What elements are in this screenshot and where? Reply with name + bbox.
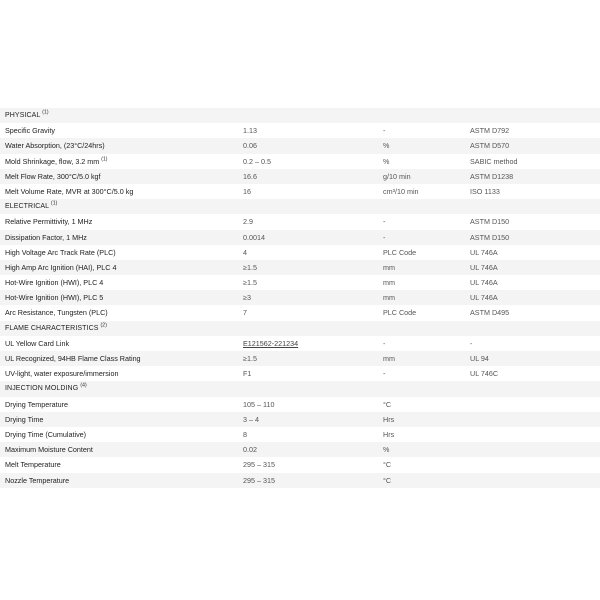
property-name-text: Mold Shrinkage, flow, 3.2 mm	[5, 156, 100, 166]
property-name	[5, 442, 237, 457]
test-standard: -	[470, 338, 473, 348]
property-name-text: Water Absorption, (23°C/24hrs)	[5, 141, 105, 151]
table-row	[0, 275, 600, 290]
property-unit: PLC Code	[383, 247, 417, 257]
section-title-text: ELECTRICAL	[5, 203, 49, 211]
section-header	[0, 381, 600, 396]
property-name	[5, 457, 237, 472]
property-unit: -	[383, 217, 386, 227]
footnote-marker: (4)	[80, 383, 87, 390]
table-row	[0, 138, 600, 153]
property-unit: °C	[383, 460, 392, 470]
footnote-marker: (1)	[42, 109, 49, 116]
property-name	[5, 138, 237, 153]
property-unit: °C	[383, 475, 392, 485]
property-name	[5, 214, 237, 229]
test-standard: UL 746A	[470, 247, 498, 257]
property-name	[5, 275, 237, 290]
property-name	[5, 427, 237, 442]
table-row	[0, 351, 600, 366]
section-title	[5, 321, 237, 336]
property-name	[5, 366, 237, 381]
property-name	[5, 412, 237, 427]
property-value: 0.02	[243, 445, 257, 455]
table-row	[0, 214, 600, 229]
property-unit: %	[383, 141, 390, 151]
property-value: 1.13	[243, 126, 257, 136]
property-name-text: Drying Time	[5, 414, 44, 424]
property-name-text: Arc Resistance, Tungsten (PLC)	[5, 308, 108, 318]
property-unit: mm	[383, 354, 395, 363]
test-standard: ASTM D150	[470, 217, 510, 227]
property-name-text: Melt Flow Rate, 300°C/5.0 kgf	[5, 171, 101, 181]
property-name	[5, 123, 237, 138]
table-row	[0, 366, 600, 381]
property-name-text: Maximum Moisture Content	[5, 445, 93, 455]
property-unit: -	[383, 369, 386, 379]
property-name-text: UV-light, water exposure/immersion	[5, 369, 119, 379]
property-name	[5, 230, 237, 245]
section-header	[0, 321, 600, 336]
property-name	[5, 305, 237, 320]
table-row	[0, 290, 600, 305]
table-row	[0, 473, 600, 488]
table-row	[0, 245, 600, 260]
test-standard: ASTM D495	[470, 308, 510, 318]
table-row	[0, 305, 600, 320]
property-name-text: Nozzle Temperature	[5, 475, 70, 485]
table-row	[0, 336, 600, 351]
ul-yellow-card-link[interactable]: E121562-221234	[243, 338, 299, 348]
property-value: 105 – 110	[243, 399, 275, 409]
section-title	[5, 199, 237, 214]
test-standard: UL 746A	[470, 293, 498, 303]
table-row	[0, 154, 600, 169]
property-table	[0, 108, 600, 488]
property-value: 2.9	[243, 217, 253, 227]
property-name-text: High Amp Arc Ignition (HAI), PLC 4	[5, 262, 117, 272]
table-row	[0, 442, 600, 457]
property-name-text: UL Recognized, 94HB Flame Class Rating	[5, 354, 141, 363]
test-standard: ASTM D150	[470, 232, 510, 242]
property-unit: -	[383, 232, 386, 242]
property-name	[5, 336, 237, 351]
property-name-text: Drying Temperature	[5, 399, 68, 409]
table-row	[0, 230, 600, 245]
property-value: 4	[243, 247, 247, 257]
test-standard: ASTM D1238	[470, 171, 514, 181]
test-standard: UL 746A	[470, 262, 498, 272]
property-name-text: Melt Temperature	[5, 460, 61, 470]
property-name-text: High Voltage Arc Track Rate (PLC)	[5, 247, 116, 257]
property-unit: mm	[383, 262, 395, 272]
test-standard: UL 94	[470, 354, 489, 363]
property-unit: mm	[383, 293, 395, 303]
section-title-text: PHYSICAL	[5, 112, 41, 119]
test-standard: ASTM D570	[470, 141, 510, 151]
table-row	[0, 457, 600, 472]
section-title	[5, 381, 237, 396]
property-value: 7	[243, 308, 247, 318]
table-row	[0, 397, 600, 412]
footnote-marker: (1)	[101, 156, 108, 163]
section-title-text: INJECTION MOLDING	[5, 385, 79, 393]
property-value: ≥1.5	[243, 262, 257, 272]
property-name-text: Drying Time (Cumulative)	[5, 429, 87, 439]
property-unit: -	[383, 338, 386, 348]
table-row	[0, 169, 600, 184]
section-header	[0, 199, 600, 214]
property-name	[5, 290, 237, 305]
property-value: 0.0014	[243, 232, 265, 242]
property-value: 295 – 315	[243, 460, 275, 470]
property-value: ≥1.5	[243, 278, 257, 288]
property-value: 0.06	[243, 141, 257, 151]
property-value: 3 – 4	[243, 414, 259, 424]
property-name-text: UL Yellow Card Link	[5, 338, 70, 348]
property-unit: %	[383, 445, 390, 455]
property-unit: -	[383, 126, 386, 136]
property-name	[5, 245, 237, 260]
section-title-text: FLAME CHARACTERISTICS	[5, 324, 99, 332]
property-name	[5, 169, 237, 184]
property-unit: g/10 min	[383, 171, 411, 181]
property-value: 8	[243, 429, 247, 439]
table-row	[0, 184, 600, 199]
table-row	[0, 427, 600, 442]
test-standard: UL 746A	[470, 278, 498, 288]
property-name	[5, 397, 237, 412]
test-standard: ISO 1133	[470, 186, 500, 196]
test-standard: UL 746C	[470, 369, 499, 379]
property-unit: cm³/10 min	[383, 186, 419, 196]
section-header	[0, 108, 600, 123]
section-title	[5, 108, 237, 123]
property-value	[243, 336, 378, 351]
property-value: ≥3	[243, 293, 251, 303]
property-name	[5, 351, 237, 366]
footnote-marker: (1)	[50, 200, 58, 207]
property-unit: °C	[383, 399, 392, 409]
table-row	[0, 123, 600, 138]
property-name-text: Hot-Wire Ignition (HWI), PLC 5	[5, 293, 104, 303]
property-value: 16	[243, 186, 251, 196]
property-unit: PLC Code	[383, 308, 417, 318]
property-name	[5, 184, 237, 199]
property-name-text: Dissipation Factor, 1 MHz	[5, 232, 87, 242]
test-standard: ASTM D792	[470, 126, 510, 136]
property-unit: Hrs	[383, 414, 395, 424]
property-unit: %	[383, 156, 390, 166]
property-name-text: Relative Permittivity, 1 MHz	[5, 217, 93, 227]
property-name	[5, 260, 237, 275]
table-row	[0, 260, 600, 275]
property-name	[5, 154, 237, 169]
footnote-marker: (2)	[100, 322, 107, 329]
test-standard: SABIC method	[470, 156, 518, 166]
property-value: 0.2 – 0.5	[243, 156, 271, 166]
property-value: 295 – 315	[243, 475, 275, 485]
property-value: F1	[243, 369, 252, 379]
property-name-text: Hot-Wire Ignition (HWI), PLC 4	[5, 278, 104, 288]
property-value: ≥1.5	[243, 354, 257, 363]
property-value: 16.6	[243, 171, 257, 181]
property-name-text: Melt Volume Rate, MVR at 300°C/5.0 kg	[5, 186, 134, 196]
property-name-text: Specific Gravity	[5, 126, 55, 136]
table-row	[0, 412, 600, 427]
property-unit: mm	[383, 278, 395, 288]
property-unit: Hrs	[383, 429, 395, 439]
property-name	[5, 473, 237, 488]
